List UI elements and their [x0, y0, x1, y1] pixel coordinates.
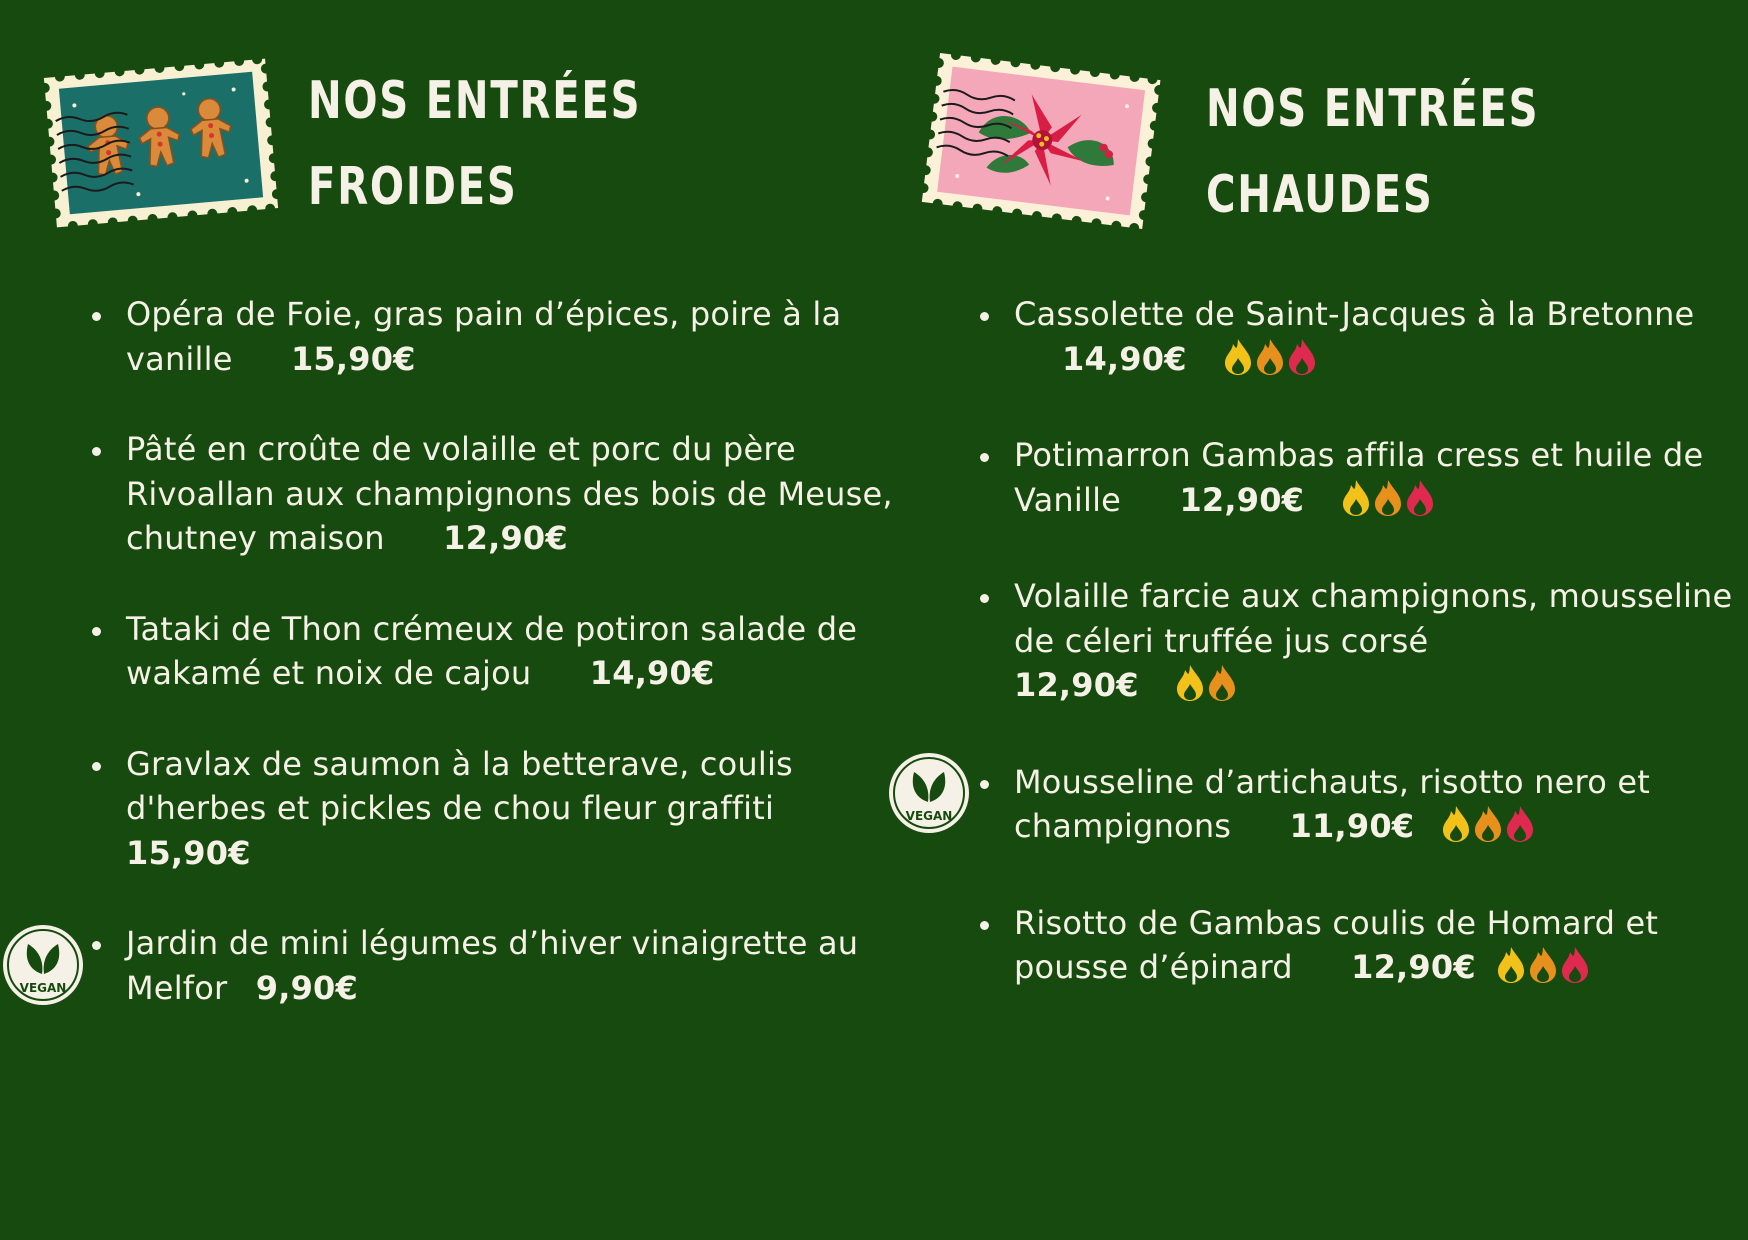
flame-red-icon	[1505, 805, 1535, 843]
menu-item-mousseline-artichauts	[976, 760, 1736, 855]
menu-item-price: 12,90€	[1179, 480, 1305, 519]
flame-orange-icon	[1207, 664, 1237, 702]
menu-item-text: Risotto de Gambas coulis de Homard et pousse d’épinard	[1014, 903, 1659, 986]
spice-level	[1441, 805, 1537, 855]
menu-item-text: Gravlax de saumon à la betterave, coulis d'herbes et pickles de chou fleur graffiti	[126, 744, 793, 827]
vegan-badge-icon	[0, 922, 86, 1008]
menu-item-price: 15,90€	[290, 339, 416, 378]
flame-orange-icon	[1373, 479, 1403, 517]
spice-level	[1223, 338, 1319, 388]
menu-item-price: 12,90€	[443, 519, 568, 557]
menu-item-price: 12,90€	[1351, 948, 1476, 986]
flame-red-icon	[1287, 338, 1317, 376]
vegan-badge-text: VEGAN	[19, 981, 67, 995]
cold-starters-title-line2: FROIDES	[308, 157, 518, 217]
menu-item-text: Jardin de mini légumes d’hiver vinaigrette au Melfor	[126, 924, 859, 1007]
menu-item-tataki-thon	[88, 607, 908, 696]
menu-item-text: Mousseline d’artichauts, risotto nero et champignons	[1014, 762, 1650, 845]
menu-item-price: 11,90€	[1289, 807, 1415, 845]
flame-yellow-icon	[1223, 338, 1253, 376]
menu-item-price: 12,90€	[1014, 666, 1139, 704]
vegan-badge-text: VEGAN	[905, 809, 953, 823]
spice-level	[1496, 946, 1592, 996]
menu-item-risotto-gambas	[976, 901, 1736, 996]
menu-item-price: 14,90€	[1062, 339, 1187, 378]
menu-item-price: 15,90€	[126, 833, 251, 872]
flame-orange-icon	[1528, 946, 1558, 984]
menu-item-pate-croute	[88, 427, 908, 561]
menu-item-volaille-farcie	[976, 574, 1736, 714]
flame-orange-icon	[1473, 805, 1503, 843]
flame-yellow-icon	[1341, 479, 1371, 517]
menu-item-price: 14,90€	[589, 654, 715, 692]
menu-item-potimarron	[976, 433, 1736, 528]
cold-starters-list	[88, 292, 908, 1010]
menu-item-jardin-legumes	[88, 921, 908, 1010]
menu-item-text: Opéra de Foie, gras pain d’épices, poire à la vanille	[126, 295, 842, 378]
poinsettia-stamp-icon	[918, 44, 1164, 240]
spice-level	[1341, 479, 1437, 529]
menu-item-text: Cassolette de Saint-Jacques à la Bretonne	[1014, 295, 1695, 333]
menu-item-text: Volaille farcie aux champignons, mousseline de céleri truffée jus corsé	[1014, 577, 1733, 660]
flame-yellow-icon	[1175, 664, 1205, 702]
menu-item-price: 9,90€	[255, 968, 358, 1007]
vegan-badge-icon	[886, 750, 972, 836]
flame-yellow-icon	[1441, 805, 1471, 843]
hot-starters-list	[976, 292, 1736, 996]
cold-starters-title-line1: NOS ENTRÉES	[308, 71, 642, 131]
menu-item-text: Potimarron Gambas affila cress et huile de Vanille	[1014, 436, 1704, 519]
menu-item-cassolette	[976, 292, 1736, 387]
hot-starters-title	[1206, 66, 1539, 238]
flame-red-icon	[1405, 479, 1435, 517]
gingerbread-stamp-icon	[38, 50, 284, 236]
hot-starters-title-line1: NOS ENTRÉES	[1206, 79, 1540, 139]
menu-item-gravlax-saumon	[88, 742, 908, 876]
menu-item-text: Tataki de Thon crémeux de potiron salade de wakamé et noix de cajou	[126, 609, 858, 692]
spice-level	[1175, 664, 1239, 714]
menu-item-text: Pâté en croûte de volaille et porc du père Rivoallan aux champignons des bois de Meuse, chutney maison	[126, 430, 893, 557]
menu-item-opera-foie	[88, 292, 908, 381]
flame-yellow-icon	[1496, 946, 1526, 984]
flame-orange-icon	[1255, 338, 1285, 376]
hot-starters-title-line2: CHAUDES	[1206, 165, 1434, 225]
cold-starters-title	[308, 58, 641, 230]
flame-red-icon	[1560, 946, 1590, 984]
